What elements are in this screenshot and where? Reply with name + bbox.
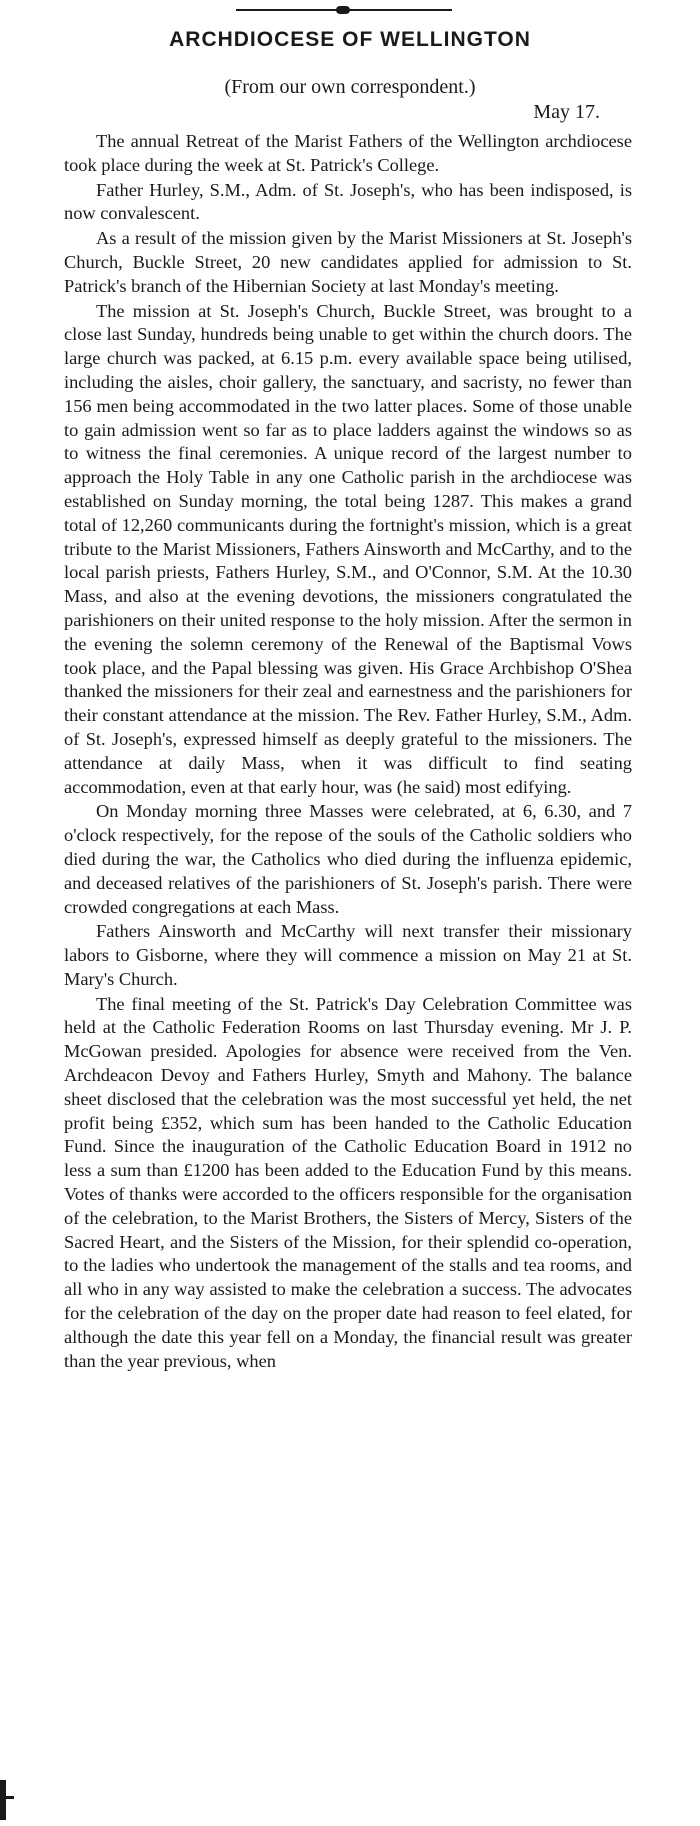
paragraph-masses: On Monday morning three Masses were celebrated, at 6, 6.30, and 7 o'clock respectively, for the repose of the souls of the Catholic soldiers who died during the war, the Catholics who died during the influenza epidemic, and deceased relatives of the parishioners of St. Joseph's parish. There were crowded congregations at each Mass. [64,801,632,917]
paragraph-gisborne: Fathers Ainsworth and McCarthy will next transfer their missionary labors to Gisborne, where they will commence a mission on May 21 at St. Mary's Church. [64,921,632,989]
paragraph-retreat: The annual Retreat of the Marist Fathers of the Wellington archdiocese took place during the week at St. Patrick's College. [64,131,632,175]
article-byline: (From our own correspondent.) [224,76,476,98]
article-body [64,130,632,1374]
rule-ornament [336,6,350,14]
article-date: May 17. [533,101,600,123]
paragraph-hibernian: As a result of the mission given by the Marist Missioners at St. Joseph's Church, Buckle Street, 20 new candidates applied for admission to St. Patrick's branch of the Hibernian Society at last Monday's meeting. [64,228,632,296]
article-title: ARCHDIOCESE OF WELLINGTON [169,28,531,51]
margin-mark-tick [0,1796,14,1799]
paragraph-mission: The mission at St. Joseph's Church, Buckle Street, was brought to a close last Sunday, hundreds being unable to get within the church doors. The large church was packed, at 6.15 p.m. every available space being utilised, including the aisles, choir gallery, the sanctuary, and sacristy, no fewer than 156 men being accommodated in the two latter places. Some of those unable to gain admission went so far as to place ladders against the windows so as to witness the final ceremonies. A unique record of the largest number to approach the Holy Table in any one Catholic parish in the archdiocese was established on Sunday morning, the total being 1287. This makes a grand total of 12,260 communicants during the fortnight's mission, which is a great tribute to the Marist Missioners, Fathers Ainsworth and McCarthy, and to the local parish priests, Fathers Hurley, S.M., and O'Connor, S.M. At the 10.30 Mass, and also at the evening devotions, the missioners congratulated the parishioners on their united response to the holy mission. After the sermon in the evening the solemn ceremony of the Renewal of the Baptismal Vows took place, and the Papal blessing was given. His Grace Archbishop O'Shea thanked the missioners for their zeal and earnestness and the parishioners for their constant attendance at the mission. The Rev. Father Hurley, S.M., Adm. of St. Joseph's, expressed himself as deeply grateful to the missioners. The attendance at daily Mass, when it was difficult to find seating accommodation, even at that early hour, was (he said) most edifying. [64,300,632,797]
paragraph-committee: The final meeting of the St. Patrick's Day Celebration Committee was held at the Catholic Federation Rooms on last Thursday evening. Mr J. P. McGowan presided. Apologies for absence were received from the Ven. Archdeacon Devoy and Fathers Hurley, Smyth and Mahony. The balance sheet disclosed that the celebration was the most successful yet held, the net profit being £352, which sum has been handed to the Catholic Education Fund. Since the inauguration of the Catholic Education Board in 1912 no less a sum than £1200 has been added to the Education Fund by this means. Votes of thanks were accorded to the officers responsible for the organisation of the celebration, to the Marist Brothers, the Sisters of Mercy, Sisters of the Sacred Heart, and the Sisters of the Mission, for their splendid co-operation, to the ladies who undertook the management of the stalls and tea rooms, and all who in any way assisted to make the celebration a success. The advocates for the celebration of the day on the proper date had reason to feel elated, for although the date this year fell on a Monday, the financial result was greater than the year previous, when [64,993,632,1371]
header-ornament-rule [236,6,452,12]
paragraph-convalescent: Father Hurley, S.M., Adm. of St. Joseph's, who has been indisposed, is now convalescent. [64,179,632,224]
margin-mark [0,1780,6,1820]
